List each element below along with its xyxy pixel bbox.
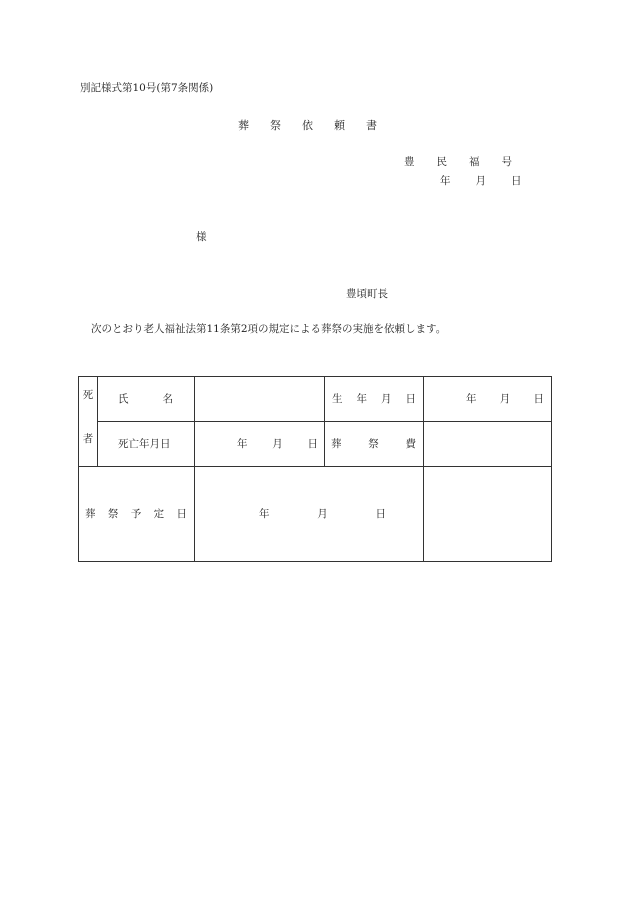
deceased-header-char: 死 — [82, 389, 94, 401]
death-date-char: 日 — [307, 437, 318, 450]
title-char: 祭 — [270, 119, 281, 132]
name-label-char: 氏 — [118, 392, 129, 405]
birth-label-char: 月 — [381, 392, 392, 405]
deceased-header-char: 者 — [82, 432, 94, 445]
death-date-char: 月 — [272, 437, 283, 450]
birth-label-char: 日 — [405, 392, 416, 405]
title-char: 頼 — [334, 119, 345, 132]
scheduled-date-char: 年 — [259, 507, 270, 520]
birth-date-value-cell[interactable] — [424, 377, 552, 422]
body-text: 次のとおり老人福祉法第11条第2項の規定による葬祭の実施を依頼します。 — [91, 323, 447, 335]
birth-date-char: 年 — [466, 392, 477, 405]
funeral-cost-label-char: 葬 — [331, 437, 342, 450]
reference-date-char: 年 — [440, 175, 451, 187]
title-char: 依 — [302, 119, 313, 132]
funeral-cost-label-cell — [325, 422, 424, 467]
death-date-value-cell[interactable] — [195, 422, 325, 467]
document-title — [238, 120, 377, 131]
reference-number-char: 福 — [469, 156, 480, 168]
scheduled-date-value-cell[interactable] — [195, 467, 424, 562]
death-date-char: 年 — [237, 437, 248, 450]
funeral-cost-label-char: 祭 — [368, 437, 379, 450]
table-row — [79, 377, 552, 422]
table-row — [79, 422, 552, 467]
reference-number-char: 号 — [501, 156, 512, 168]
name-label-cell — [98, 377, 195, 422]
addressee-honorific: 様 — [196, 231, 207, 243]
scheduled-label-char: 葬 — [85, 507, 96, 520]
death-date-label-cell — [98, 422, 195, 467]
reference-date — [440, 176, 522, 187]
reference-date-char: 日 — [511, 175, 522, 187]
issuer-name: 豊頃町長 — [346, 288, 388, 300]
scheduled-label-char: 予 — [130, 507, 142, 520]
name-label-char: 名 — [162, 392, 173, 405]
funeral-cost-label-char: 費 — [405, 437, 416, 450]
scheduled-date-char: 月 — [317, 507, 328, 520]
birth-date-label-cell — [325, 377, 424, 422]
death-date-label: 死亡年月日 — [118, 437, 171, 450]
reference-number-char: 民 — [436, 156, 447, 168]
birth-label-char: 生 — [332, 392, 343, 405]
funeral-cost-value-cell[interactable] — [424, 422, 552, 467]
scheduled-date-label-cell — [79, 467, 195, 562]
reference-number — [404, 157, 512, 168]
title-char: 葬 — [238, 119, 249, 132]
form-reference: 別記様式第10号(第7条関係) — [80, 82, 214, 94]
scheduled-extra-cell[interactable] — [424, 467, 552, 562]
scheduled-date-char: 日 — [375, 507, 386, 520]
funeral-request-table — [78, 376, 552, 562]
scheduled-label-char: 定 — [153, 507, 165, 520]
deceased-header — [79, 377, 98, 467]
birth-date-char: 月 — [499, 392, 511, 405]
reference-number-char: 豊 — [404, 156, 415, 168]
birth-label-char: 年 — [356, 392, 367, 405]
birth-date-char: 日 — [533, 392, 544, 405]
scheduled-label-char: 祭 — [107, 507, 119, 520]
title-char: 書 — [366, 119, 377, 132]
table-row — [79, 467, 552, 562]
reference-date-char: 月 — [475, 175, 486, 187]
name-value-cell[interactable] — [195, 377, 325, 422]
scheduled-label-char: 日 — [176, 507, 187, 520]
